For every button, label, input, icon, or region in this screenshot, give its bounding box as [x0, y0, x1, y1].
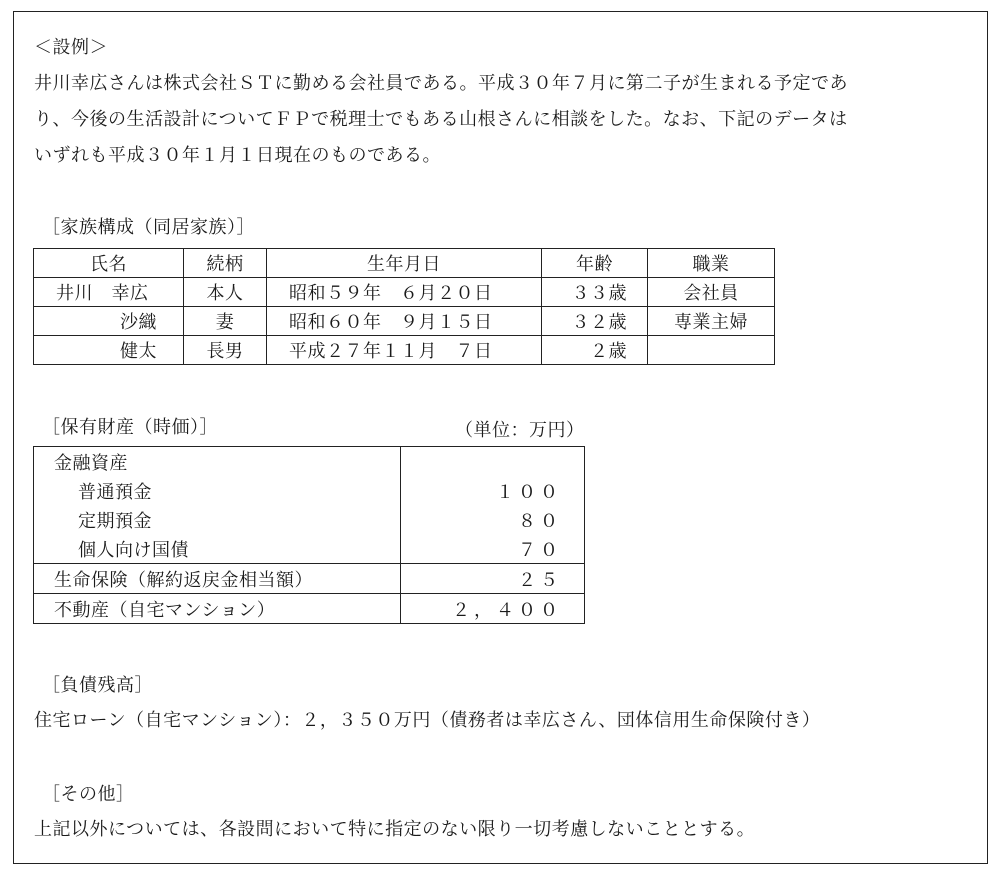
member-occupation	[648, 336, 775, 365]
member-relation: 妻	[184, 307, 267, 336]
assets-heading: ［保有財産（時価）］	[42, 417, 218, 438]
other-text: 上記以外については、各設問において特に指定のない限り一切考慮しないこととする。	[34, 819, 756, 840]
header-birthdate: 生年月日	[267, 249, 542, 278]
assets-table	[33, 446, 585, 624]
asset-item-value: １００	[401, 476, 585, 505]
header-age: 年齢	[542, 249, 648, 278]
asset-row	[34, 476, 585, 505]
asset-item-label: 個人向け国債	[34, 534, 401, 564]
member-birthdate: 昭和５９年 ６月２０日	[267, 278, 542, 307]
asset-item-value: ８０	[401, 505, 585, 534]
member-age: ３３歳	[542, 278, 648, 307]
member-name: 沙織	[34, 307, 184, 336]
member-age: ３２歳	[542, 307, 648, 336]
family-row	[34, 336, 775, 365]
member-relation: 長男	[184, 336, 267, 365]
member-age: ２歳	[542, 336, 648, 365]
asset-row	[34, 505, 585, 534]
family-table	[33, 248, 775, 365]
header-name: 氏名	[34, 249, 184, 278]
asset-row	[34, 564, 585, 594]
member-birthdate: 平成２７年１１月 ７日	[267, 336, 542, 365]
asset-row	[34, 534, 585, 564]
family-row	[34, 307, 775, 336]
example-heading: ＜設例＞	[34, 37, 108, 58]
header-relation: 続柄	[184, 249, 267, 278]
debt-text: 住宅ローン（自宅マンション）：２，３５０万円（債務者は幸広さん、団体信用生命保険付き）	[34, 710, 821, 731]
insurance-label: 生命保険（解約返戻金相当額）	[34, 564, 401, 594]
asset-item-value: ７０	[401, 534, 585, 564]
debt-heading: ［負債残高］	[42, 675, 153, 696]
family-heading: ［家族構成（同居家族）］	[42, 217, 255, 238]
header-occupation: 職業	[648, 249, 775, 278]
asset-row	[34, 594, 585, 624]
asset-item-label: 普通預金	[34, 476, 401, 505]
member-relation: 本人	[184, 278, 267, 307]
member-name: 井川 幸広	[34, 278, 184, 307]
asset-row	[34, 447, 585, 477]
real-estate-label: 不動産（自宅マンション）	[34, 594, 401, 624]
family-row	[34, 278, 775, 307]
financial-assets-label: 金融資産	[34, 447, 401, 477]
assets-unit: （単位：万円）	[455, 420, 585, 441]
member-name: 健太	[34, 336, 184, 365]
example-paragraph-line-2: り、今後の生活設計についてＦＰで税理士でもある山根さんに相談をした。なお、下記のデータは	[34, 109, 848, 130]
family-header-row	[34, 249, 775, 278]
example-paragraph-line-1: 井川幸広さんは株式会社ＳＴに勤める会社員である。平成３０年７月に第二子が生まれる予定であ	[34, 73, 848, 94]
member-birthdate: 昭和６０年 ９月１５日	[267, 307, 542, 336]
other-heading: ［その他］	[42, 784, 135, 805]
example-paragraph-line-3: いずれも平成３０年１月１日現在のものである。	[34, 145, 441, 166]
insurance-value: ２５	[401, 564, 585, 594]
real-estate-value: ２，４００	[401, 594, 585, 624]
asset-item-label: 定期預金	[34, 505, 401, 534]
member-occupation: 会社員	[648, 278, 775, 307]
member-occupation: 専業主婦	[648, 307, 775, 336]
